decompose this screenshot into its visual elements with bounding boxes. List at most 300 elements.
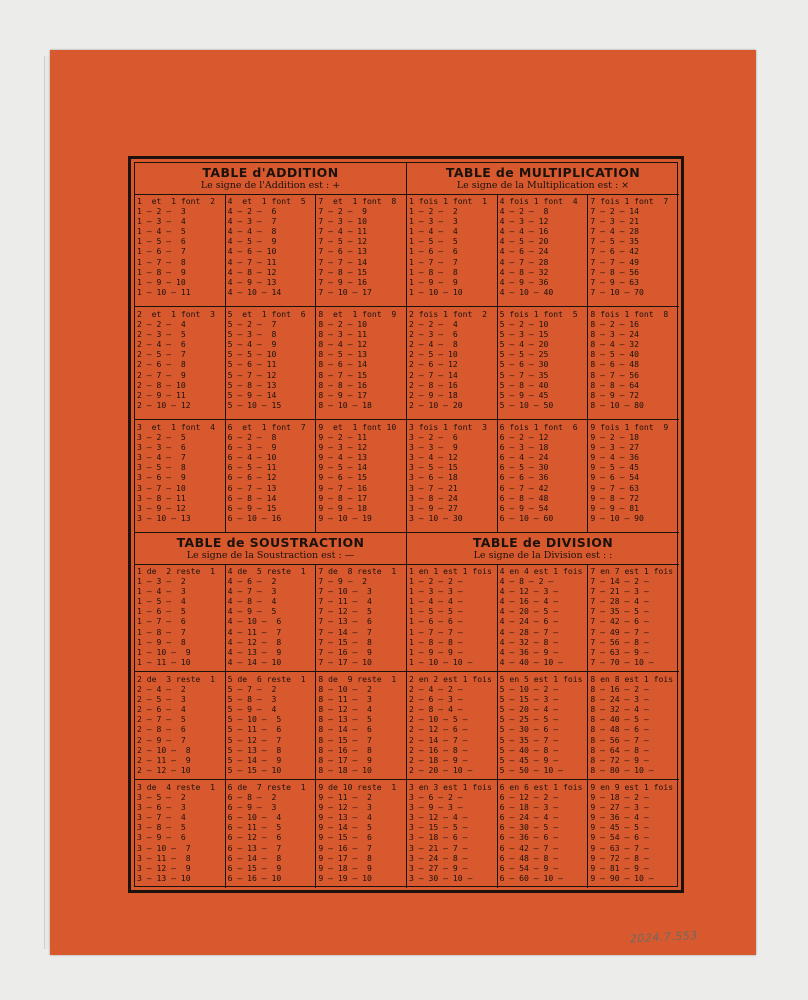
table-line: 3 — 7 — 21 <box>409 482 458 493</box>
table-line: 6 — 60 — 10 — <box>499 872 564 883</box>
table-line: 1 — 10 — 10 <box>409 286 463 297</box>
table-block <box>135 307 406 420</box>
table-column <box>498 194 589 306</box>
table-line: 7 — 4 — 28 <box>590 226 640 237</box>
table-line: 3 — 18 — 6 — <box>409 832 468 843</box>
table-line: 4 — 12 — 3 — <box>499 586 559 597</box>
table-line: 3 fois 1 font 3 <box>409 422 487 432</box>
table-line: 9 — 3 — 27 <box>590 442 640 453</box>
table-line: 2 — 6 — 3 — <box>409 694 463 705</box>
table-line: 4 — 11 — 7 <box>227 626 282 637</box>
table-line: 2 — 4 — 8 <box>409 339 458 350</box>
table-line: 9 — 27 — 3 — <box>590 802 649 813</box>
table-line: 7 — 9 — 2 <box>318 576 368 587</box>
section-blocks <box>407 194 679 532</box>
table-line: 2 — 4 — 2 — <box>409 684 463 695</box>
table-line: 6 en 6 est 1 fois <box>499 782 583 792</box>
table-line: 1 fois 1 font 1 <box>409 196 487 206</box>
table-line: 2 — 8 — 16 <box>409 379 458 390</box>
table-line: 7 — 9 — 16 <box>318 276 368 287</box>
table-column <box>498 307 589 419</box>
table-line: 6 — 54 — 9 — <box>499 862 559 873</box>
table-line: 9 — 8 — 17 <box>318 492 368 503</box>
table-line: 9 — 90 — 10 — <box>590 872 654 883</box>
table-line: 9 — 4 — 13 <box>318 452 368 463</box>
table-block <box>135 420 406 533</box>
table-line: 2 — 16 — 8 — <box>409 744 468 755</box>
table-line: 9 — 8 — 72 <box>590 492 640 503</box>
table-line: 6 — 9 — 54 <box>499 502 549 513</box>
table-line: 8 en 8 est 1 fois <box>590 674 674 684</box>
table-line: 2 — 8 — 10 <box>137 379 186 390</box>
table-line: 5 — 9 — 4 <box>227 704 277 715</box>
table-line: 3 — 30 — 10 — <box>409 872 473 883</box>
table-line: 1 — 2 — 2 — <box>409 576 463 587</box>
table-line: 2 — 5 — 3 <box>137 694 186 705</box>
table-column <box>316 564 407 671</box>
section-subtitle: Le signe de la Soustraction est : — <box>186 550 355 561</box>
table-block <box>135 564 406 672</box>
table-line: 6 — 6 — 36 <box>499 472 549 483</box>
table-line: 6 — 10 — 60 <box>499 512 554 523</box>
table-line: 8 — 2 — 16 <box>590 319 640 330</box>
table-line: 7 — 16 — 9 <box>318 646 372 657</box>
table-line: 9 — 7 — 63 <box>590 482 640 493</box>
table-line: 8 fois 1 font 8 <box>590 309 669 319</box>
table-line: 6 de 7 reste 1 <box>227 782 306 792</box>
table-line: 8 — 13 — 5 <box>318 714 372 725</box>
table-line: 6 — 9 — 3 <box>227 802 277 813</box>
table-line: 2 et 1 font 3 <box>137 309 215 319</box>
table-line: 8 — 18 — 10 <box>318 764 372 775</box>
table-line: 7 — 10 — 3 <box>318 586 372 597</box>
table-line: 7 — 13 — 6 <box>318 616 372 627</box>
table-line: 5 — 7 — 2 <box>227 684 277 695</box>
table-line: 8 — 16 — 8 <box>318 744 372 755</box>
table-line: 2 — 8 — 6 <box>137 724 186 735</box>
table-line: 4 — 8 — 32 <box>499 266 549 277</box>
table-line: 4 — 6 — 10 <box>227 246 277 257</box>
table-column <box>407 564 498 671</box>
table-column <box>135 564 226 671</box>
table-line: 2 — 12 — 10 <box>137 764 191 775</box>
table-line: 4 — 6 — 2 <box>227 576 277 587</box>
table-column <box>226 672 317 779</box>
table-line: 9 — 5 — 45 <box>590 462 640 473</box>
table-line: 7 — 8 — 56 <box>590 266 640 277</box>
table-line: 1 — 4 — 4 — <box>409 596 463 607</box>
table-line: 9 — 5 — 14 <box>318 462 368 473</box>
table-column <box>135 672 226 779</box>
table-line: 4 — 2 — 6 <box>227 206 277 217</box>
table-line: 2 — 8 — 4 — <box>409 704 463 715</box>
table-line: 6 — 11 — 5 <box>227 822 282 833</box>
table-line: 9 — 6 — 15 <box>318 472 368 483</box>
table-line: 6 — 15 — 9 <box>227 862 282 873</box>
table-line: 6 — 6 — 12 <box>227 472 277 483</box>
section-blocks <box>135 564 406 888</box>
table-line: 6 — 5 — 30 <box>499 462 549 473</box>
table-line: 7 — 7 — 49 <box>590 256 640 267</box>
table-line: 4 — 12 — 8 <box>227 636 282 647</box>
table-line: 5 et 1 font 6 <box>227 309 306 319</box>
table-line: 3 — 6 — 18 <box>409 472 458 483</box>
table-line: 3 — 3 — 9 <box>409 442 458 453</box>
table-division <box>407 533 679 888</box>
table-line: 4 fois 1 font 4 <box>499 196 578 206</box>
table-line: 7 et 1 font 8 <box>318 196 397 206</box>
table-column <box>316 780 407 888</box>
table-line: 6 — 7 — 13 <box>227 482 277 493</box>
table-line: 2 — 10 — 12 <box>137 399 191 410</box>
table-line: 8 — 4 — 32 <box>590 339 640 350</box>
table-line: 5 — 10 — 50 <box>499 399 554 410</box>
table-line: 3 — 21 — 7 — <box>409 842 468 853</box>
catalog-number: 2024.7.553 <box>629 928 699 946</box>
section-subtitle: Le signe de l'Addition est : + <box>200 180 341 191</box>
table-line: 6 — 42 — 7 — <box>499 842 559 853</box>
table-line: 9 — 6 — 54 <box>590 472 640 483</box>
table-line: 9 — 72 — 8 — <box>590 852 649 863</box>
table-column <box>316 194 407 306</box>
table-line: 7 — 10 — 70 <box>590 286 644 297</box>
table-line: 5 — 45 — 9 — <box>499 754 559 765</box>
table-line: 5 — 6 — 11 <box>227 359 277 370</box>
table-line: 4 — 20 — 5 — <box>499 606 559 617</box>
table-column <box>498 420 589 533</box>
table-line: 5 — 10 — 2 — <box>499 684 559 695</box>
table-line: 2 — 20 — 10 — <box>409 764 473 775</box>
table-line: 6 — 30 — 5 — <box>499 822 559 833</box>
table-line: 9 — 18 — 2 — <box>590 792 649 803</box>
table-line: 3 — 5 — 2 <box>137 792 186 803</box>
table-line: 5 — 25 — 5 — <box>499 714 559 725</box>
table-line: 8 — 5 — 13 <box>318 349 368 360</box>
table-line: 8 — 15 — 7 <box>318 734 372 745</box>
table-line: 1 — 7 — 7 — <box>409 626 463 637</box>
table-line: 7 en 7 est 1 fois <box>590 566 674 576</box>
table-line: 9 — 36 — 4 — <box>590 812 649 823</box>
table-line: 1 — 9 — 9 — <box>409 646 463 657</box>
table-line: 5 — 2 — 10 <box>499 319 549 330</box>
table-line: 3 — 9 — 6 <box>137 832 186 843</box>
table-column <box>407 420 498 533</box>
table-line: 8 — 3 — 11 <box>318 329 368 340</box>
table-line: 4 — 7 — 3 <box>227 586 277 597</box>
table-line: 9 — 17 — 8 <box>318 852 372 863</box>
table-line: 3 — 2 — 5 <box>137 432 186 443</box>
table-line: 9 — 2 — 11 <box>318 432 368 443</box>
table-line: 4 — 3 — 12 <box>499 216 549 227</box>
table-line: 8 — 5 — 40 <box>590 349 640 360</box>
table-line: 1 — 3 — 3 <box>409 216 458 227</box>
table-line: 1 — 8 — 7 <box>137 626 186 637</box>
table-line: 5 — 30 — 6 — <box>499 724 559 735</box>
table-line: 2 — 10 — 20 <box>409 399 463 410</box>
table-line: 1 — 10 — 10 — <box>409 656 473 667</box>
table-line: 3 — 10 — 7 <box>137 842 191 853</box>
table-column <box>316 307 407 419</box>
table-line: 4 — 8 — 4 <box>227 596 277 607</box>
table-block <box>135 780 406 888</box>
table-column <box>226 420 317 533</box>
table-line: 8 — 17 — 9 <box>318 754 372 765</box>
table-line: 3 — 10 — 13 <box>137 512 191 523</box>
section-title: TABLE de DIVISION <box>472 535 614 550</box>
table-line: 5 — 3 — 8 <box>227 329 277 340</box>
table-line: 2 — 5 — 7 <box>137 349 186 360</box>
table-line: 9 et 1 font 10 <box>318 422 397 432</box>
table-line: 6 — 3 — 9 <box>227 442 277 453</box>
table-line: 3 — 7 — 10 <box>137 482 186 493</box>
table-column <box>407 672 498 779</box>
table-line: 6 — 8 — 48 <box>499 492 549 503</box>
table-column <box>135 194 226 306</box>
table-line: 9 — 12 — 3 <box>318 802 372 813</box>
table-line: 5 — 6 — 30 <box>499 359 549 370</box>
table-line: 7 — 56 — 8 — <box>590 636 649 647</box>
table-line: 6 — 4 — 10 <box>227 452 277 463</box>
table-line: 1 en 1 est 1 fois <box>409 566 492 576</box>
table-multiplication <box>407 163 679 533</box>
table-block <box>135 194 406 307</box>
table-line: 6 — 18 — 3 — <box>499 802 559 813</box>
table-line: 2 fois 1 font 2 <box>409 309 487 319</box>
section-header <box>407 533 679 565</box>
table-line: 7 — 11 — 4 <box>318 596 372 607</box>
table-line: 7 — 2 — 9 <box>318 206 368 217</box>
table-line: 6 — 10 — 4 <box>227 812 282 823</box>
table-line: 1 — 7 — 7 <box>409 256 458 267</box>
table-line: 3 — 6 — 3 <box>137 802 186 813</box>
table-column <box>226 780 317 888</box>
table-line: 4 — 4 — 8 <box>227 226 277 237</box>
table-addition <box>135 163 407 533</box>
table-line: 4 — 13 — 9 <box>227 646 282 657</box>
table-line: 3 — 27 — 9 — <box>409 862 468 873</box>
table-line: 3 — 7 — 4 <box>137 812 186 823</box>
table-line: 7 — 12 — 5 <box>318 606 372 617</box>
table-line: 3 — 11 — 8 <box>137 852 191 863</box>
section-title: TABLE d'ADDITION <box>202 165 339 180</box>
table-line: 3 — 5 — 15 <box>409 462 458 473</box>
table-block <box>407 564 679 672</box>
table-line: 7 — 5 — 35 <box>590 236 640 247</box>
table-line: 2 — 10 — 5 — <box>409 714 468 725</box>
table-line: 4 — 5 — 20 <box>499 236 549 247</box>
table-line: 9 — 2 — 18 <box>590 432 640 443</box>
table-line: 5 — 9 — 14 <box>227 389 277 400</box>
table-block <box>407 780 679 888</box>
table-line: 2 — 10 — 8 <box>137 744 191 755</box>
arithmetic-tables-frame <box>128 156 684 893</box>
table-line: 4 — 10 — 6 <box>227 616 282 627</box>
table-line: 1 — 4 — 3 <box>137 586 186 597</box>
table-line: 4 et 1 font 5 <box>227 196 306 206</box>
table-line: 4 — 24 — 6 — <box>499 616 559 627</box>
table-line: 7 — 42 — 6 — <box>590 616 649 627</box>
table-line: 6 — 24 — 4 — <box>499 812 559 823</box>
table-line: 5 — 10 — 15 <box>227 399 282 410</box>
table-line: 8 — 24 — 3 — <box>590 694 649 705</box>
table-line: 1 — 2 — 2 <box>409 206 458 217</box>
table-line: 5 — 50 — 10 — <box>499 764 564 775</box>
section-header <box>407 163 679 195</box>
section-header <box>135 163 406 195</box>
table-line: 4 — 32 — 8 — <box>499 636 559 647</box>
table-line: 7 — 14 — 2 — <box>590 576 649 587</box>
table-line: 1 — 2 — 3 <box>137 206 186 217</box>
table-line: 7 — 9 — 63 <box>590 276 640 287</box>
table-line: 3 — 24 — 8 — <box>409 852 468 863</box>
table-block <box>407 672 679 780</box>
section-title: TABLE de MULTIPLICATION <box>445 165 641 180</box>
table-line: 5 — 20 — 4 — <box>499 704 559 715</box>
table-line: 1 — 5 — 5 <box>409 236 458 247</box>
table-line: 9 fois 1 font 9 <box>590 422 669 432</box>
table-line: 8 — 14 — 6 <box>318 724 372 735</box>
table-line: 1 — 5 — 4 <box>137 596 186 607</box>
table-column <box>407 780 498 888</box>
table-line: 3 et 1 font 4 <box>137 422 215 432</box>
table-line: 1 — 8 — 8 — <box>409 636 463 647</box>
table-line: 2 — 3 — 6 <box>409 329 458 340</box>
table-line: 1 — 3 — 4 <box>137 216 186 227</box>
table-line: 5 — 13 — 8 <box>227 744 282 755</box>
table-line: 8 — 48 — 6 — <box>590 724 649 735</box>
table-block <box>407 307 679 420</box>
arithmetic-tables <box>134 162 678 887</box>
table-line: 2 — 9 — 11 <box>137 389 186 400</box>
table-line: 9 — 9 — 18 <box>318 502 368 513</box>
table-line: 4 en 4 est 1 fois <box>499 566 583 576</box>
table-line: 6 — 36 — 6 — <box>499 832 559 843</box>
table-line: 8 — 7 — 56 <box>590 369 640 380</box>
table-line: 1 — 6 — 7 <box>137 246 186 257</box>
table-line: 1 de 2 reste 1 <box>137 566 215 576</box>
table-line: 4 — 7 — 28 <box>499 256 549 267</box>
table-line: 3 en 3 est 1 fois <box>409 782 492 792</box>
table-block <box>407 420 679 533</box>
table-line: 7 — 21 — 3 — <box>590 586 649 597</box>
table-line: 5 — 8 — 3 <box>227 694 277 705</box>
table-column <box>135 307 226 419</box>
table-line: 2 — 5 — 10 <box>409 349 458 360</box>
table-line: 6 — 3 — 18 <box>499 442 549 453</box>
table-line: 3 — 9 — 12 <box>137 502 186 513</box>
table-column <box>226 307 317 419</box>
table-line: 3 — 12 — 9 <box>137 862 191 873</box>
table-line: 5 — 5 — 25 <box>499 349 549 360</box>
table-line: 6 — 2 — 8 <box>227 432 277 443</box>
table-line: 4 — 8 — 2 — <box>499 576 554 587</box>
table-soustraction <box>135 533 407 888</box>
table-line: 9 — 81 — 9 — <box>590 862 649 873</box>
table-block <box>407 194 679 307</box>
table-line: 8 et 1 font 9 <box>318 309 397 319</box>
table-line: 1 — 3 — 3 — <box>409 586 463 597</box>
table-line: 6 — 2 — 12 <box>499 432 549 443</box>
table-line: 5 — 15 — 10 <box>227 764 282 775</box>
table-line: 5 — 4 — 20 <box>499 339 549 350</box>
table-line: 8 — 6 — 48 <box>590 359 640 370</box>
table-line: 2 — 14 — 7 — <box>409 734 468 745</box>
table-line: 5 — 8 — 13 <box>227 379 277 390</box>
table-line: 4 — 2 — 8 <box>499 206 549 217</box>
table-column <box>588 420 679 533</box>
table-line: 2 — 12 — 6 — <box>409 724 468 735</box>
table-line: 4 — 6 — 24 <box>499 246 549 257</box>
table-line: 9 — 9 — 81 <box>590 502 640 513</box>
table-line: 6 — 9 — 15 <box>227 502 277 513</box>
table-line: 8 — 40 — 5 — <box>590 714 649 725</box>
table-column <box>588 564 679 671</box>
table-line: 2 — 7 — 14 <box>409 369 458 380</box>
table-line: 6 — 4 — 24 <box>499 452 549 463</box>
table-column <box>135 780 226 888</box>
table-line: 5 — 10 — 5 <box>227 714 282 725</box>
table-line: 9 — 45 — 5 — <box>590 822 649 833</box>
table-line: 3 — 4 — 12 <box>409 452 458 463</box>
table-line: 1 — 5 — 6 <box>137 236 186 247</box>
table-line: 5 — 9 — 45 <box>499 389 549 400</box>
table-line: 3 — 5 — 8 <box>137 462 186 473</box>
table-line: 1 — 3 — 2 <box>137 576 186 587</box>
table-line: 8 — 16 — 2 — <box>590 684 649 695</box>
table-line: 1 — 4 — 4 <box>409 226 458 237</box>
table-line: 8 — 11 — 3 <box>318 694 372 705</box>
table-line: 4 — 14 — 10 <box>227 656 282 667</box>
table-line: 4 — 7 — 11 <box>227 256 277 267</box>
table-column <box>226 194 317 306</box>
table-line: 5 — 15 — 3 — <box>499 694 559 705</box>
table-line: 7 fois 1 font 7 <box>590 196 669 206</box>
table-line: 3 — 6 — 2 — <box>409 792 463 803</box>
table-line: 8 — 10 — 18 <box>318 399 372 410</box>
table-line: 6 — 12 — 6 <box>227 832 282 843</box>
table-line: 3 — 15 — 5 — <box>409 822 468 833</box>
table-column <box>588 307 679 419</box>
table-line: 7 — 14 — 7 <box>318 626 372 637</box>
table-line: 6 fois 1 font 6 <box>499 422 578 432</box>
table-line: 1 — 10 — 9 <box>137 646 191 657</box>
table-line: 5 — 3 — 15 <box>499 329 549 340</box>
table-column <box>498 780 589 888</box>
table-line: 1 — 5 — 5 — <box>409 606 463 617</box>
table-line: 9 — 3 — 12 <box>318 442 368 453</box>
table-line: 6 — 12 — 2 — <box>499 792 559 803</box>
table-line: 1 — 4 — 5 <box>137 226 186 237</box>
table-column <box>588 672 679 779</box>
table-line: 2 — 2 — 4 <box>137 319 186 330</box>
table-line: 9 — 14 — 5 <box>318 822 372 833</box>
table-line: 1 — 9 — 8 <box>137 636 186 647</box>
table-line: 9 — 13 — 4 <box>318 812 372 823</box>
table-line: 4 — 28 — 7 — <box>499 626 559 637</box>
table-line: 8 — 9 — 72 <box>590 389 640 400</box>
table-column <box>588 780 679 888</box>
table-line: 7 — 35 — 5 — <box>590 606 649 617</box>
table-line: 3 — 8 — 11 <box>137 492 186 503</box>
table-line: 7 — 8 — 15 <box>318 266 368 277</box>
table-line: 5 fois 1 font 5 <box>499 309 578 319</box>
table-line: 5 — 7 — 12 <box>227 369 277 380</box>
table-line: 3 — 9 — 3 — <box>409 802 463 813</box>
table-line: 6 — 16 — 10 <box>227 872 282 883</box>
table-line: 2 — 18 — 9 — <box>409 754 468 765</box>
table-line: 2 — 7 — 9 <box>137 369 186 380</box>
table-column <box>588 194 679 306</box>
